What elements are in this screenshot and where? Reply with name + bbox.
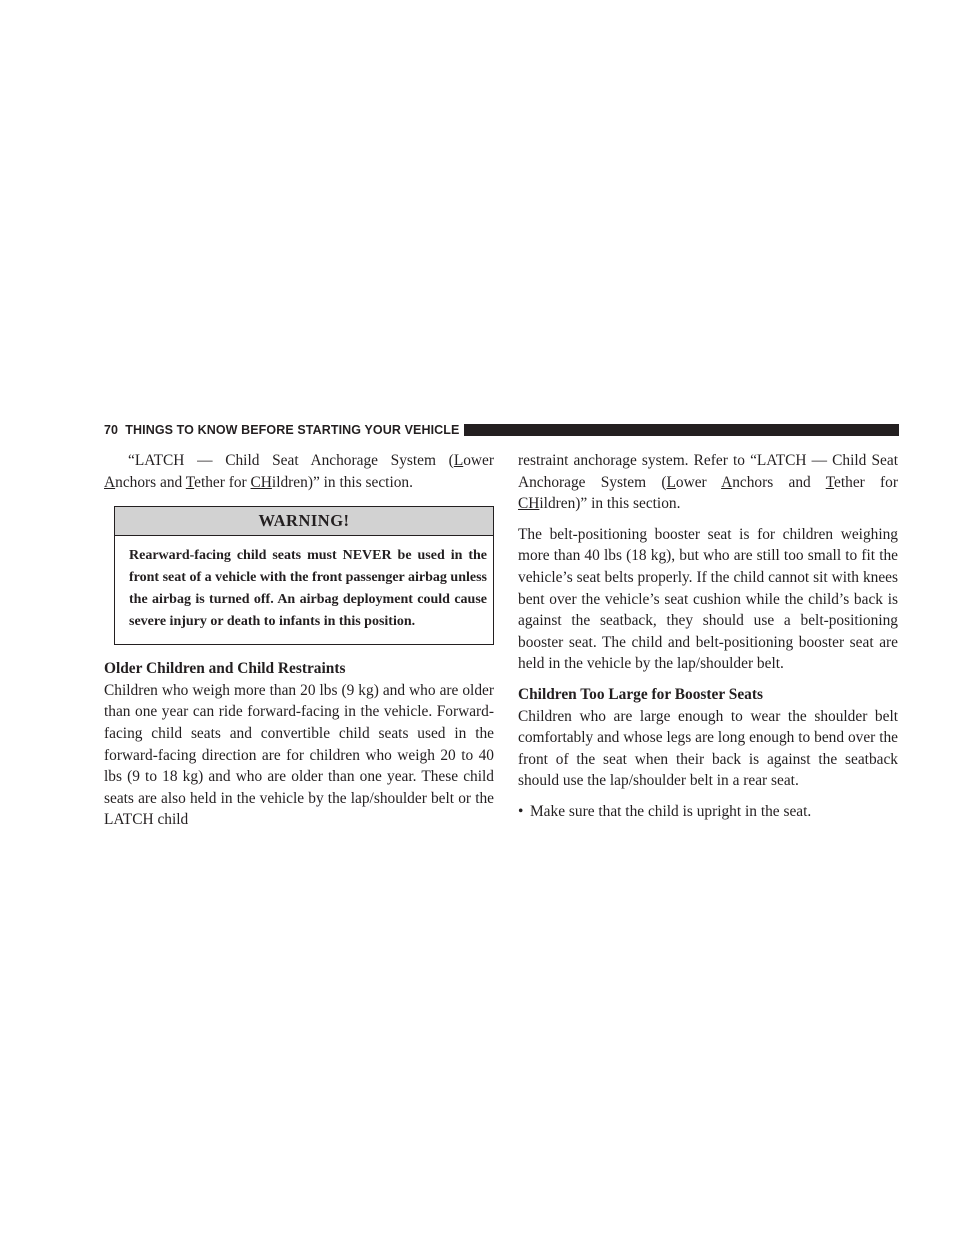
page-header	[104, 420, 899, 440]
header-rule	[464, 424, 899, 436]
older-children-heading: Older Children and Child Restraints	[104, 660, 346, 678]
warning-box	[114, 506, 494, 645]
bullet-mark: •	[518, 802, 524, 820]
latch-continuation-paragraph: restraint anchorage system. Refer to “LATCH — Child Seat Anchorage System (Lower Anchors and Tether for CHildren)” in this section.	[518, 452, 898, 513]
page-number: 70	[104, 423, 119, 437]
warning-text: Rearward-facing child seats must NEVER be used in the front seat of a vehicle with the front passenger airbag unless the airbag is turned off. An airbag deployment could cause severe injury or death to infants in this position.	[129, 548, 487, 630]
booster-seat-paragraph: The belt-positioning booster seat is for children weighing more than 40 lbs (18 kg), but who are still too small to fit the vehicle’s seat belts properly. If the child cannot sit with knees bent over the vehicle’s seat cushion while the child’s back is against the seatback, they should use a belt-positioning booster seat. The child and belt-positioning booster seat are held in the vehicle by the lap/shoulder belt.	[518, 525, 898, 673]
page-header-text	[104, 423, 459, 437]
latch-reference-paragraph: “LATCH — Child Seat Anchorage System (Lower Anchors and Tether for CHildren)” in this section.	[104, 452, 494, 491]
warning-title: WARNING!	[115, 507, 493, 536]
bullet-text: Make sure that the child is upright in the seat.	[530, 802, 812, 820]
right-column	[518, 450, 898, 823]
too-large-heading: Children Too Large for Booster Seats	[518, 685, 763, 703]
left-column	[104, 450, 494, 831]
too-large-paragraph: Children who are large enough to wear the shoulder belt comfortably and whose legs are long enough to bend over the front of the seat when their back is against the seatback should use the lap/shoulder belt in a rear seat.	[518, 707, 898, 790]
older-children-paragraph: Children who weigh more than 20 lbs (9 kg) and who are older than one year can ride forward-facing in the vehicle. Forward-facing child seats and convertible child seats used in the forward-facing direction are for children who weigh 20 to 40 lbs (9 to 18 kg) and who are older than one year. These child seats are also held in the vehicle by the lap/shoulder belt or the LATCH child	[104, 681, 494, 829]
bullet-item	[518, 801, 898, 823]
section-title: THINGS TO KNOW BEFORE STARTING YOUR VEHICLE	[125, 423, 460, 437]
